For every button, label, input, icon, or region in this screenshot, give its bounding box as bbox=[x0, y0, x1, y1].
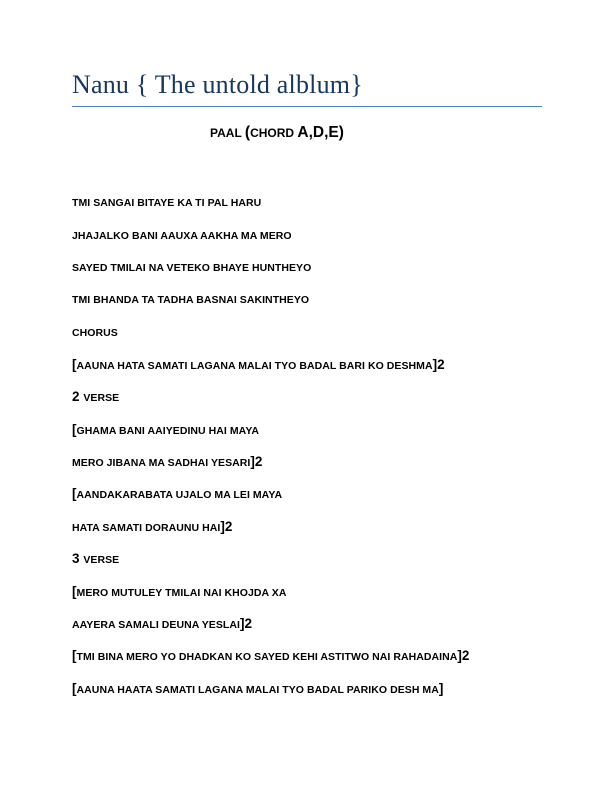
bracket-close: ] bbox=[438, 681, 444, 696]
subtitle-chord-label: CHORD bbox=[250, 126, 298, 140]
subtitle-paren: ( bbox=[244, 124, 251, 141]
lyric-text: TMI BINA MERO YO DHADKAN KO SAYED KEHI ASTITWO NAI RAHADAINA bbox=[76, 651, 458, 663]
repeat-marker: ]2 bbox=[239, 616, 253, 631]
lyric-line-1: TMI SANGAI BITAYE KA TI PAL HARU bbox=[72, 197, 262, 209]
lyric-text: AANDAKARABATA UJALO MA LEI MAYA bbox=[76, 489, 283, 501]
lyric-text: MERO MUTULEY TMILAI NAI KHOJDA XA bbox=[76, 587, 287, 599]
verse-number: 2 bbox=[72, 389, 84, 404]
verse-label: VERSE bbox=[83, 392, 120, 404]
lyric-text: HATA SAMATI DORAUNU HAI bbox=[72, 522, 221, 534]
lyric-line-15 bbox=[72, 648, 469, 663]
lyric-text: AAYERA SAMALI DEUNA YESLAI bbox=[72, 619, 240, 631]
lyric-line-8 bbox=[72, 422, 259, 437]
lyric-line-14 bbox=[72, 616, 252, 631]
bracket-open: [ bbox=[72, 486, 77, 501]
lyric-text: AAUNA HAATA SAMATI LAGANA MALAI TYO BADAL PARIKO DESH MA bbox=[76, 684, 439, 696]
lyric-line-13 bbox=[72, 584, 286, 599]
bracket-open: [ bbox=[72, 422, 77, 437]
verse-label: VERSE bbox=[83, 554, 120, 566]
repeat-marker: ]2 bbox=[457, 648, 470, 663]
lyric-text: GHAMA BANI AAIYEDINU HAI MAYA bbox=[76, 425, 260, 437]
subtitle-chords: A,D,E) bbox=[297, 124, 344, 141]
lyric-line-9 bbox=[72, 454, 262, 469]
chorus-heading: CHORUS bbox=[72, 327, 118, 339]
repeat-marker: ]2 bbox=[250, 454, 263, 469]
subtitle-song-name: PAAL bbox=[210, 126, 245, 140]
lyric-line-10 bbox=[72, 486, 282, 501]
bracket-open: [ bbox=[72, 681, 77, 696]
lyric-line-11 bbox=[72, 519, 232, 534]
bracket-open: [ bbox=[72, 357, 77, 372]
repeat-marker: ]2 bbox=[432, 357, 445, 372]
song-subtitle bbox=[210, 124, 344, 142]
bracket-open: [ bbox=[72, 584, 77, 599]
lyric-line-16 bbox=[72, 681, 443, 696]
verse-3-heading bbox=[72, 551, 119, 566]
lyric-line-chorus bbox=[72, 357, 445, 372]
lyric-line-3: SAYED TMILAI NA VETEKO BHAYE HUNTHEYO bbox=[72, 262, 312, 274]
bracket-open: [ bbox=[72, 648, 77, 663]
lyric-line-2: JHAJALKO BANI AAUXA AAKHA MA MERO bbox=[72, 230, 292, 242]
title-rule bbox=[72, 106, 542, 107]
document-title: Nanu { The untold alblum} bbox=[72, 70, 363, 99]
repeat-marker: ]2 bbox=[220, 519, 233, 534]
verse-2-heading bbox=[72, 389, 119, 404]
lyric-text: MERO JIBANA MA SADHAI YESARI bbox=[72, 457, 251, 469]
lyric-line-4: TMI BHANDA TA TADHA BASNAI SAKINTHEYO bbox=[72, 294, 310, 306]
lyric-text: AAUNA HATA SAMATI LAGANA MALAI TYO BADAL BARI KO DESHMA bbox=[76, 360, 433, 372]
verse-number: 3 bbox=[72, 551, 84, 566]
